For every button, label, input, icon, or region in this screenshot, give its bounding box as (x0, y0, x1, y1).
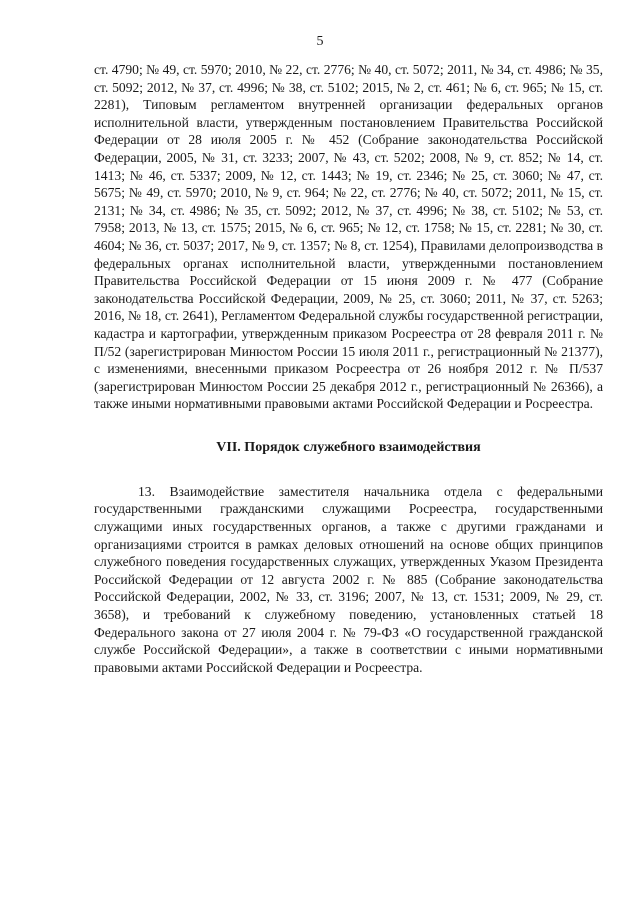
paragraph-13: 13. Взаимодействие заместителя начальника отдела с федеральными государственными гражданскими служащими Росреестра, государственными служащими иных государственных органов, а также с другими гражданами и организациями строится в рамках деловых отношений на основе общих принципов служебного поведения государственных служащих, утвержденных Указом Президента Российской Федерации от 12 августа 2002 г. № 885 (Собрание законодательства Российской Федерации, 2002, № 33, ст. 3196; 2007, № 13, ст. 1531; 2009, № 29, ст. 3658), и требований к служебному поведению, установленных статьей 18 Федерального закона от 27 июля 2004 г. № 79-ФЗ «О государственной гражданской службе Российской Федерации», а также в соответствии с иными нормативными правовыми актами Российской Федерации и Росреестра. (94, 483, 603, 675)
document-body (94, 61, 603, 676)
section-heading: VII. Порядок служебного взаимодействия (216, 439, 481, 455)
paragraph-continuation: ст. 4790; № 49, ст. 5970; 2010, № 22, ст. 2776; № 40, ст. 5072; 2011, № 34, ст. 4986; № 35, ст. 5092; 2012, № 37, ст. 4996; № 38, ст. 5102; 2015, № 2, ст. 461; № 6, ст. 965; № 15, ст. 2281), Типовым регламентом внутренней организации федеральных органов исполнительной власти, утвержденным постановлением Правительства Российской Федерации от 28 июля 2005 г. № 452 (Собрание законодательства Российской Федерации, 2005, № 31, ст. 3233; 2007, № 43, ст. 5202; 2008, № 9, ст. 852; № 14, ст. 1413; № 46, ст. 5337; 2009, № 12, ст. 1443; № 19, ст. 2346; № 25, ст. 3060; № 47, ст. 5675; № 49, ст. 5970; 2010, № 9, ст. 964; № 22, ст. 2776; № 40, ст. 5072; 2011, № 15, ст. 2131; № 34, ст. 4986; № 35, ст. 5092; 2012, № 37, ст. 4996; № 38, ст. 5102; № 53, ст. 7958; 2013, № 13, ст. 1575; 2015, № 6, ст. 965; № 12, ст. 1758; № 15, ст. 2281; № 30, ст. 4604; № 36, ст. 5037; 2017, № 9, ст. 1357; № 8, ст. 1254), Правилами делопроизводства в федеральных органах исполнительной власти, утвержденными постановлением Правительства Российской Федерации от 15 июня 2009 г. № 477 (Собрание законодательства Российской Федерации, 2009, № 25, ст. 3060; 2011, № 37, ст. 5263; 2016, № 18, ст. 2641), Регламентом Федеральной службы государственной регистрации, кадастра и картографии, утвержденным приказом Росреестра от 28 февраля 2011 г. № П/52 (зарегистрирован Минюстом России 15 июля 2011 г., регистрационный № 21377), с изменениями, внесенными приказом Росреестра от 26 ноября 2012 г. № П/537 (зарегистрирован Минюстом России 25 декабря 2012 г., регистрационный № 26366), а также иными нормативными правовыми актами Российской Федерации и Росреестра. (94, 62, 603, 412)
page-number: 5 (316, 34, 324, 49)
